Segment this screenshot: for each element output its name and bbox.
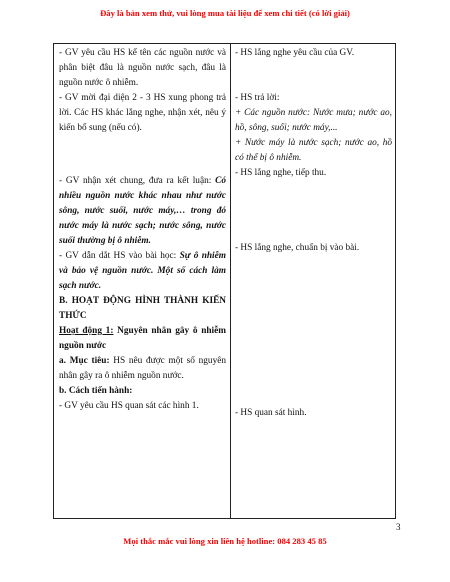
page-number: 3 bbox=[396, 522, 401, 532]
conclusion-intro: - GV nhận xét chung, đưa ra kết luận: bbox=[59, 176, 212, 186]
conclusion-text: Có nhiều nguồn nước khác nhau như nước sông, nước suối, nước máy,… trong đó nước máy là nước sạch; nước sông, nước suối thường bị ô nhiễm. bbox=[59, 176, 226, 246]
column-divider bbox=[230, 44, 231, 518]
teacher-step-3 bbox=[59, 174, 226, 249]
goal-text: HS nêu được một số nguyên nhân gây ra ô nhiễm nguồn nước. bbox=[59, 356, 227, 381]
student-step-1: - HS lắng nghe yêu cầu của GV. bbox=[235, 48, 355, 58]
teacher-column bbox=[59, 46, 226, 414]
student-answer-1: + Các nguồn nước: Nước mưa; nước ao, hồ, sông, suối; nước máy,... bbox=[235, 108, 392, 133]
student-step-5: - HS quan sát hình. bbox=[235, 408, 307, 418]
footer-banner: Mọi thắc mắc vui lòng xin liên hệ hotline: 084 283 45 85 bbox=[123, 536, 327, 546]
lesson-title: Sự ô nhiễm và bảo vệ nguồn nước. Một số cách làm sạch nước. bbox=[59, 251, 226, 291]
teacher-step-1: - GV yêu cầu HS kể tên các nguồn nước và phân biệt đâu là nguồn nước sạch, đâu là nguồn nước ô nhiễm. bbox=[59, 48, 226, 88]
method-heading: b. Cách tiến hành: bbox=[59, 386, 133, 396]
teacher-step-5: - GV yêu cầu HS quan sát các hình 1. bbox=[59, 401, 199, 411]
header-banner: Đây là bản xem thử, vui lòng mua tài liệu để xem chi tiết (có lời giải) bbox=[100, 8, 350, 18]
teacher-step-4 bbox=[59, 249, 226, 294]
student-step-3: - HS lắng nghe, tiếp thu. bbox=[235, 168, 327, 178]
activity-1-label: Hoạt động 1: bbox=[59, 326, 114, 336]
lesson-table bbox=[53, 43, 396, 519]
student-step-4: - HS lắng nghe, chuẩn bị vào bài. bbox=[235, 243, 360, 253]
activity-1-heading bbox=[59, 324, 226, 354]
lesson-intro: - GV dẫn dắt HS vào bài học: bbox=[59, 251, 177, 261]
student-column bbox=[235, 46, 392, 421]
student-step-2: - HS trả lời: bbox=[235, 93, 280, 103]
section-b-heading: B. HOẠT ĐỘNG HÌNH THÀNH KIẾN THỨC bbox=[59, 296, 226, 321]
goal-label: a. Mục tiêu: bbox=[59, 356, 110, 366]
goal-paragraph bbox=[59, 354, 226, 384]
student-answer-2: + Nước máy là nước sạch; nước ao, hồ có thể bị ô nhiễm. bbox=[235, 138, 392, 163]
teacher-step-2: - GV mời đại diện 2 - 3 HS xung phong trả lời. Các HS khác lắng nghe, nhận xét, nêu ý kiến bổ sung (nếu có). bbox=[59, 93, 226, 133]
activity-1-title: Nguyên nhân gây ô nhiễm nguồn nước bbox=[59, 326, 227, 351]
